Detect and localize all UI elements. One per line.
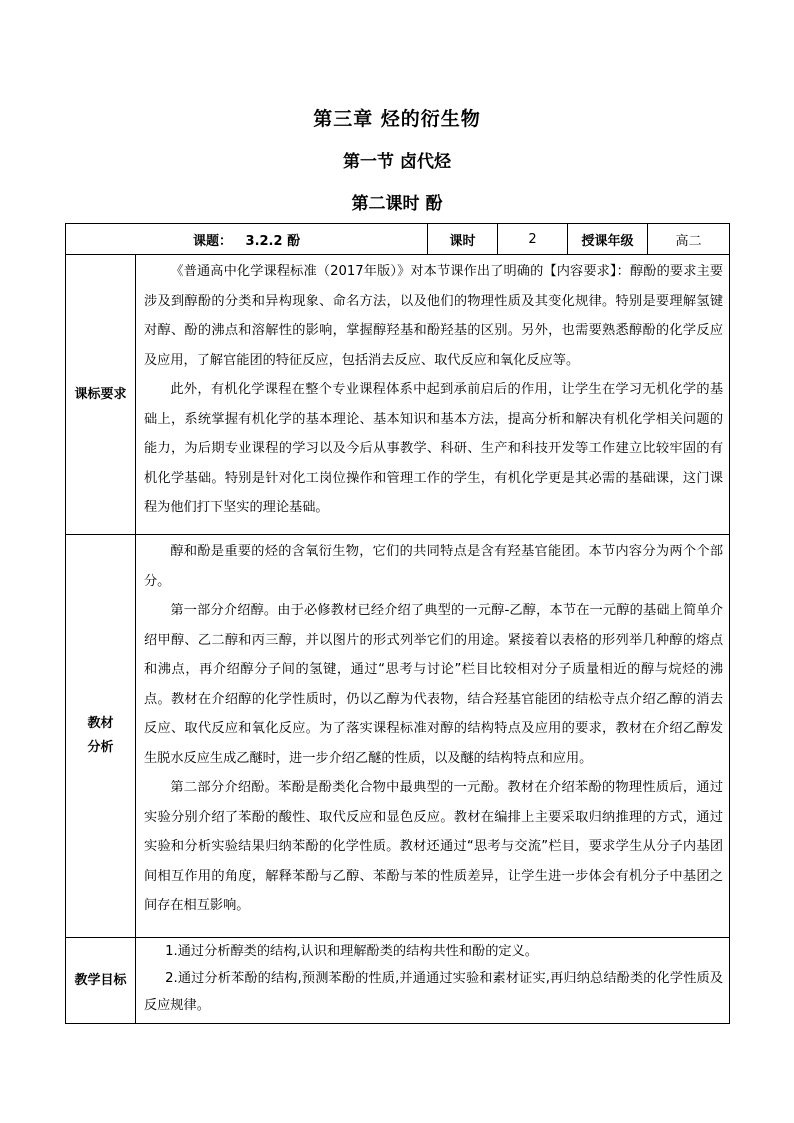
hours-label: 课时 (428, 224, 498, 255)
section-title: 第一节 卤代烃 (343, 152, 451, 172)
header-row (66, 224, 730, 255)
analysis-label-line: 分析 (87, 740, 114, 755)
analysis-content (136, 535, 730, 938)
standards-paragraph: 此外，有机化学课程在整个专业课程体系中起到承前启后的作用，让学生在学习无机化学的基础上，系统掌握有机化学的基本理论、基本知识和基本方法，提高分析和解决有机化学相关问题的能力，为后期专业课程的学习以及今后从事教学、科研、生产和科技开发等工作建立比较牢固的有机化学基础。特别是针对化工岗位操作和管理工作的学生，有机化学更是其必需的基础课，这门课程为他们打下坚实的理论基础。 (144, 382, 724, 515)
analysis-paragraph: 第一部分介绍醇。由于必修教材已经介绍了典型的一元醇-乙醇，本节在一元醇的基础上简单介绍甲醇、乙二醇和丙三醇，并以图片的形式列举它们的用途。紧接着以表格的形列举几种醇的熔点和沸点，再介绍醇分子间的氢键，通过“思考与讨论”栏目比较相对分子质量相近的醇与烷烃的沸点。教材在介绍醇的化学性质时，仍以乙醇为代表物，结合羟基官能团的结松寺点介绍乙醇的消去反应、取代反应和氧化反应。为了落实课程标准对醇的结构特点及应用的要求，教材在介绍乙醇发生脱水反应生成乙醚时，进一步介绍乙醚的性质，以及醚的结构特点和应用。 (144, 603, 724, 766)
hours-value: 2 (498, 224, 568, 255)
topic-value: 3.2.2 酚 (245, 233, 301, 249)
topic-cell (66, 224, 428, 255)
analysis-paragraph: 醇和酚是重要的烃的含氧衍生物，它们的共同特点是含有羟基官能团。本节内容分为两个个部分。 (144, 544, 724, 589)
grade-value: 高二 (648, 224, 730, 255)
standards-paragraph: 《普通高中化学课程标准（2017年版）》对本节课作出了明确的【内容要求】：醇酚的要求主要涉及到醇酚的分类和异构现象、命名方法，以及他们的物理性质及其变化规律。特别是要理解氢键对醇、酚的沸点和溶解性的影响，掌握醇羟基和酚羟基的区别。另外，也需要熟悉醇酚的化学反应及应用，了解官能团的特征反应，包括消去反应、取代反应和氧化反应等。 (144, 264, 724, 368)
standards-content (136, 255, 730, 535)
grade-label: 授课年级 (568, 224, 648, 255)
analysis-label-line: 教材 (87, 716, 114, 731)
standards-row (66, 255, 730, 535)
goals-row (66, 938, 730, 1024)
analysis-row (66, 535, 730, 938)
standards-label: 课标要求 (66, 255, 136, 535)
goals-content (136, 938, 730, 1024)
goal-item: 2.通过分析苯酚的结构,预测苯酚的性质,并通通过实验和素材证实,再归纳总结酚类的化学性质及反应规律。 (144, 971, 724, 1013)
analysis-label (66, 535, 136, 938)
chapter-title: 第三章 烃的衍生物 (313, 108, 481, 130)
topic-label: 课题： (192, 233, 232, 249)
lesson-plan-table (65, 223, 730, 1024)
lesson-title: 第二课时 酚 (351, 194, 443, 214)
goals-label: 教学目标 (66, 938, 136, 1024)
analysis-paragraph: 第二部分介绍酚。苯酚是酚类化合物中最典型的一元酚。教材在介绍苯酚的物理性质后，通过实验分别介绍了苯酚的酸性、取代反应和显色反应。教材在编排上主要采取归纳推理的方式，通过实验和分析实验结果归纳苯酚的化学性质。教材还通过“思考与交流”栏目，要求学生从分子内基团间相互作用的角度，解释苯酚与乙醇、苯酚与苯的性质差异，让学生进一步体会有机分子中基团之间存在相互影响。 (144, 780, 724, 913)
goal-item: 1.通过分析醇类的结构,认识和理解酚类的结构共性和酚的定义。 (165, 944, 538, 959)
